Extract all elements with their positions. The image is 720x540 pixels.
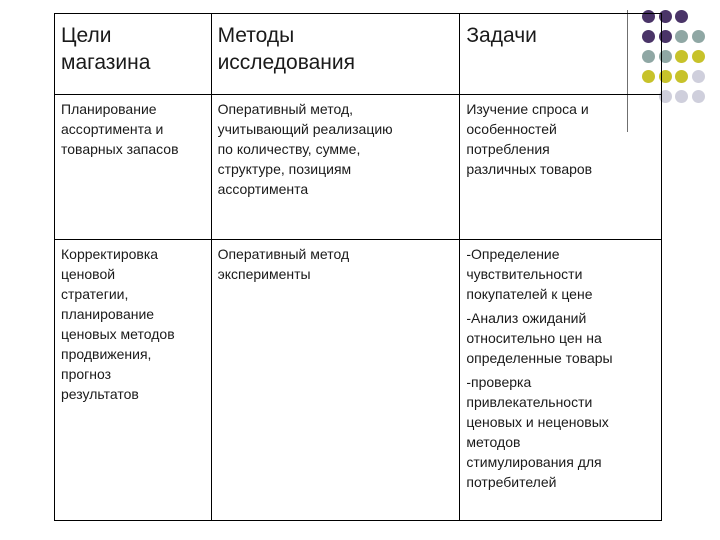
table-row [55, 240, 662, 521]
table-header-row [55, 14, 662, 95]
decorative-dot [675, 90, 688, 103]
decorative-dot [675, 50, 688, 63]
header-methods: Методы исследования [217, 24, 355, 74]
decorative-dot [692, 70, 705, 83]
header-cell-methods [211, 14, 460, 95]
cell-method [211, 95, 460, 240]
method-text: Оперативный метод, учитывающий реализацию по количеству, сумме, структуре, позициям ассортимента [217, 101, 393, 197]
header-goals: Цели магазина [61, 24, 151, 74]
decorative-dot [675, 30, 688, 43]
task-text: Изучение спроса и особенностей потребления различных товаров [466, 101, 593, 177]
task-text: -Анализ ожиданий относительно цен на определенные товары [466, 310, 613, 366]
task-text: -Определение чувствительности покупателей к цене [466, 246, 593, 302]
decorative-dot [692, 90, 705, 103]
goal-text: Планирование ассортимента и товарных запасов [61, 101, 179, 157]
cell-method [211, 240, 460, 521]
table-row [55, 95, 662, 240]
decorative-dot [692, 30, 705, 43]
task-text: -проверка привлекательности ценовых и неценовых методов стимулирования для потребителей [466, 374, 609, 490]
cell-tasks [460, 95, 662, 240]
decorative-dot [675, 70, 688, 83]
decorative-dot [692, 50, 705, 63]
decorative-dot [675, 10, 688, 23]
cell-tasks [460, 240, 662, 521]
header-cell-goals [55, 14, 212, 95]
method-text: Оперативный метод эксперименты [217, 246, 350, 282]
research-methods-table [54, 13, 662, 521]
header-tasks: Задачи [466, 24, 537, 47]
cell-goal [55, 240, 212, 521]
cell-goal [55, 95, 212, 240]
goal-text: Корректировка ценовой стратегии, планирование ценовых методов продвижения, прогноз результатов [61, 246, 175, 402]
header-cell-tasks [460, 14, 662, 95]
